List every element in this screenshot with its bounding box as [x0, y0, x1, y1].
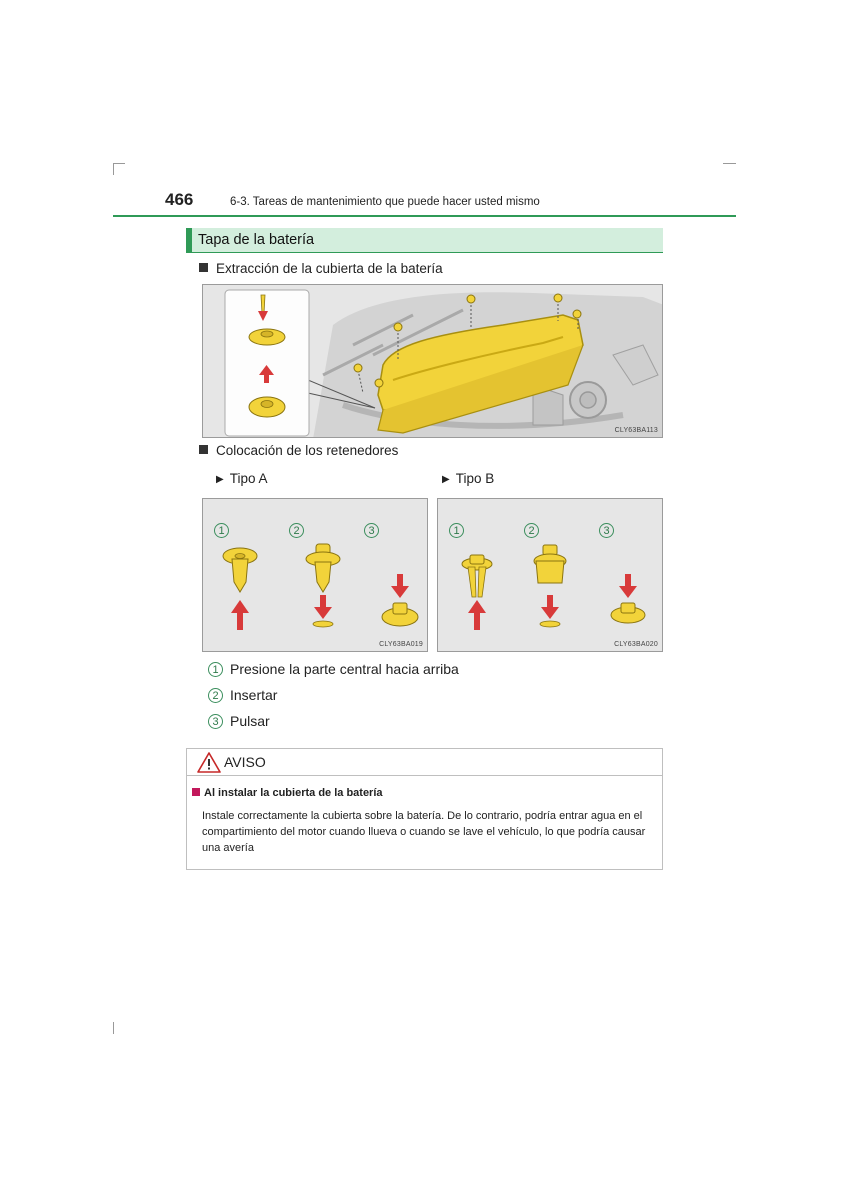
legend-text: Presione la parte central hacia arriba — [230, 661, 459, 677]
page-number: 466 — [165, 190, 194, 209]
type-b-retainer-illustration — [438, 499, 663, 652]
legend-number: 1 — [208, 662, 223, 677]
legend-item-3 — [208, 713, 270, 729]
battery-cover-illustration — [203, 285, 663, 438]
legend-text: Insertar — [230, 687, 278, 703]
header-rule — [113, 215, 736, 217]
step-2-marker: 2 — [289, 523, 304, 538]
step-3-marker: 3 — [364, 523, 379, 538]
battery-cover-removal-figure — [202, 284, 663, 438]
triangle-bullet-icon: ▶ — [216, 474, 224, 485]
legend-number: 2 — [208, 688, 223, 703]
legend-text: Pulsar — [230, 713, 270, 729]
type-b-figure — [437, 498, 663, 652]
bullet-square-icon — [192, 788, 200, 796]
step-3-marker: 3 — [599, 523, 614, 538]
legend-item-1 — [208, 661, 459, 677]
warning-header — [187, 749, 662, 776]
type-b-label: Tipo B — [455, 471, 495, 486]
retainers-heading — [199, 443, 398, 458]
bullet-square-icon — [199, 445, 208, 454]
warning-triangle-icon — [197, 752, 221, 773]
crop-mark-top-left-v — [113, 163, 114, 175]
type-a-retainer-illustration — [203, 499, 428, 652]
removal-heading-text: Extracción de la cubierta de la batería — [216, 261, 443, 276]
crop-mark-bottom-left-v — [113, 1022, 114, 1034]
figure-code: CLY63BA113 — [614, 427, 658, 434]
warning-body: Instale correctamente la cubierta sobre la batería. De lo contrario, podría entrar agua en el compartimiento del motor cuando llueva o cuando se lave el vehículo, lo que podría causar una avería — [202, 810, 646, 854]
step-1-marker: 1 — [214, 523, 229, 538]
warning-subheading — [192, 787, 383, 799]
type-a-figure — [202, 498, 428, 652]
crop-mark-top-left-h — [113, 163, 125, 164]
removal-heading — [199, 261, 443, 276]
bullet-square-icon — [199, 263, 208, 272]
legend-item-2 — [208, 687, 277, 703]
warning-subheading-text: Al instalar la cubierta de la batería — [204, 787, 383, 799]
warning-title: AVISO — [224, 754, 266, 770]
figure-code: CLY63BA019 — [379, 641, 423, 648]
section-title-underline — [186, 252, 663, 253]
legend-number: 3 — [208, 714, 223, 729]
step-1-marker: 1 — [449, 523, 464, 538]
warning-box — [186, 748, 663, 870]
type-a-heading — [216, 471, 267, 486]
triangle-bullet-icon: ▶ — [442, 474, 450, 485]
section-title: Tapa de la batería — [186, 228, 663, 253]
step-2-marker: 2 — [524, 523, 539, 538]
running-header: 6-3. Tareas de mantenimiento que puede hacer usted mismo — [230, 196, 540, 208]
type-a-label: Tipo A — [229, 471, 268, 486]
crop-mark-top-right-h — [723, 163, 736, 164]
type-b-heading — [442, 471, 494, 486]
figure-code: CLY63BA020 — [614, 641, 658, 648]
retainers-heading-text: Colocación de los retenedores — [216, 443, 399, 458]
